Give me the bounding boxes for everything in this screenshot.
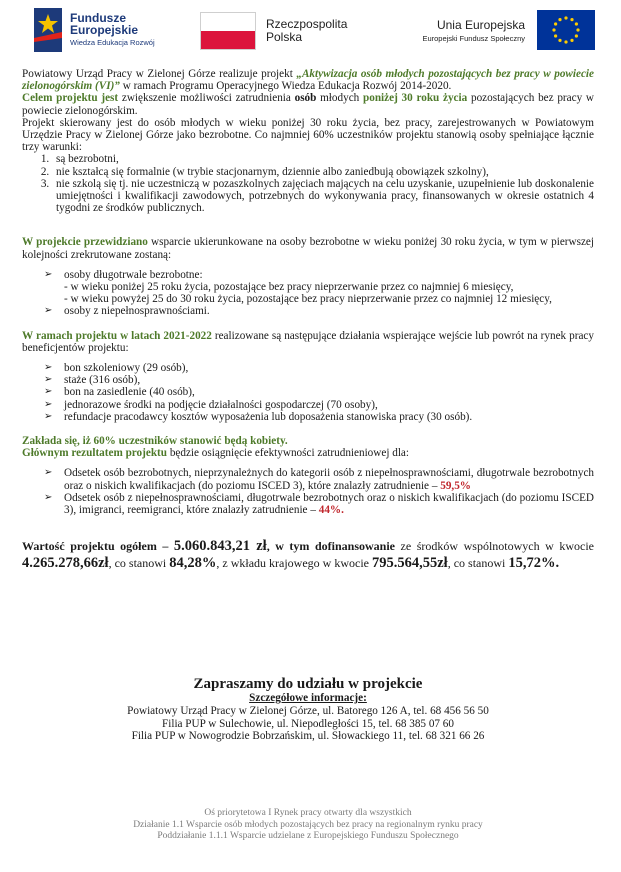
results-paragraph	[22, 447, 594, 459]
conditions-list	[22, 153, 594, 214]
intro-paragraph	[22, 68, 594, 92]
footer-line: Działanie 1.1 Wsparcie osób młodych pozostających bez pracy na regionalnym rynku pracy	[133, 819, 483, 830]
list-item: 1. są bezrobotni,	[52, 153, 594, 165]
actions-lead: W ramach projektu w latach 2021-2022	[22, 329, 212, 342]
goal-lead: Celem projektu jest	[22, 92, 119, 105]
polish-flag-icon	[200, 12, 256, 50]
eu-star-icon	[575, 34, 578, 37]
list-item: 3. nie szkolą się tj. nie uczestniczą w pozaszkolnych zajęciach mających na celu uzyskanie, uzupełnienie lub doskonalenie umiejętności i kwalifikacji zawodowych, potrzebnych do wykonywania pracy, finansowanych w okresie ostatnich 4 tygodni ze środków publicznych.	[52, 178, 594, 215]
result2-text: Odsetek osób z niepełnosprawnościami, długotrwale bezrobotnych oraz o niskich kwalifikacjach (do poziomu ISCED 3), imigranci, reemigranci, które znalazły zatrudnienie –	[64, 491, 594, 517]
eu-star-icon	[564, 40, 567, 43]
result2-value: 44%.	[318, 504, 344, 517]
goal-age: poniżej 30 roku życia	[363, 92, 468, 105]
value-co: , w tym dofinansowanie	[266, 539, 395, 554]
project-value-paragraph	[22, 538, 594, 572]
value-t4: , co stanowi	[447, 556, 509, 571]
details-heading: Szczegółowe informacje:	[249, 692, 367, 704]
contact-line: Filia PUP w Sulechowie, ul. Niepodległości 15, tel. 68 385 07 60	[162, 717, 454, 730]
goal-text-b: młodych	[316, 92, 363, 105]
eu-star-icon	[570, 18, 573, 21]
contact-line: Powiatowy Urząd Pracy w Zielonej Górze, ul. Batorego 126 A, tel. 68 456 56 50	[127, 704, 489, 717]
list-item: ➢ refundacje pracodawcy kosztów wyposażenia lub doposażenia stanowiska pracy (30 osób).	[44, 411, 594, 423]
fundusze-europejskie-logo	[34, 8, 184, 56]
value-t3: , z wkładu krajowego w kwocie	[216, 556, 372, 571]
list-item: 2. nie kształcą się formalnie (w trybie stacjonarnym, dziennie albo zaniedbują obowiązek szkolny),	[52, 166, 594, 178]
fe-name-line2: Europejskie	[70, 23, 139, 37]
list-item	[44, 467, 594, 491]
footer-line: Oś priorytetowa I Rynek pracy otwarty dla wszystkich	[204, 808, 412, 818]
footer-line: Poddziałanie 1.1.1 Wsparcie udzielane z Europejskiego Funduszu Społecznego	[157, 831, 459, 841]
result1-value: 59,5%	[440, 479, 471, 492]
support-lead: W projekcie przewidziano	[22, 236, 148, 249]
eu-star-icon	[575, 22, 578, 25]
eu-star-icon	[554, 22, 557, 25]
fe-subtitle: Wiedza Edukacja Rozwój	[70, 38, 155, 47]
list-item: ➢ jednorazowe środki na podjęcie działalności gospodarczej (70 osoby),	[44, 399, 594, 411]
eu-star-icon	[570, 39, 573, 42]
value-national-amount: 795.564,55zł	[372, 555, 448, 572]
support-item1: ➢ osoby długotrwale bezrobotne:	[64, 268, 203, 281]
target-paragraph: Projekt skierowany jest do osób młodych w wieku poniżej 30 roku życia, bez pracy, zarejestrowanych w Powiatowym Urzędzie Pracy w Zielonej Górze jako bezrobotne. Co najmniej 60% uczestników projektu stanowią osoby spełniające łącznie trzy warunki:	[22, 116, 594, 154]
value-t1: ze środków wspólnotowych w kwocie	[395, 539, 594, 554]
unia-europejska-logo	[402, 10, 595, 54]
list-item: ➢ staże (316 osób),	[44, 374, 594, 386]
eu-star-icon	[558, 39, 561, 42]
invitation-title: Zapraszamy do udziału w projekcie	[193, 676, 423, 692]
goal-text-a: zwiększenie możliwości zatrudnienia	[118, 92, 295, 105]
value-t2: , co stanowi	[108, 556, 170, 571]
value-lead: Wartość projektu ogółem –	[22, 539, 174, 554]
fe-name-line1: Fundusze	[70, 11, 126, 25]
actions-text: realizowane są następujące działania wspierające wejście lub powrót na rynek pracy beneficjentów projektu:	[22, 329, 594, 354]
list-item: ➢ osoby z niepełnosprawnościami.	[44, 305, 594, 317]
goal-paragraph	[22, 92, 594, 116]
eu-star-icon	[576, 28, 579, 31]
logo-bar	[30, 8, 595, 58]
page-footer	[22, 808, 594, 843]
document-body	[22, 68, 594, 572]
result1-text: Odsetek osób bezrobotnych, nieprzynależnych do kategorii osób z niepełnosprawnościami, długotrwale bezrobotnych oraz o niskich kwalifikacjach (do poziomu ISCED 3), które znalazły zatrudnienie –	[64, 467, 594, 492]
list-item	[44, 492, 594, 516]
eu-name: Unia Europejska	[436, 18, 525, 32]
eu-flag-icon	[537, 10, 595, 50]
actions-list	[22, 362, 594, 423]
value-eu-pct: 84,28%	[169, 555, 217, 572]
list-item	[44, 269, 594, 306]
goal-osob: osób	[294, 92, 317, 105]
value-eu-amount: 4.265.278,66zł	[22, 555, 109, 572]
support-text: wsparcie ukierunkowane na osoby bezrobotne w wieku poniżej 30 roku życia, w tym w pierwszej kolejności zrekrutowane zostaną:	[22, 236, 595, 261]
list-item: ➢ bon na zasiedlenie (40 osób),	[44, 386, 594, 398]
results-list	[22, 467, 594, 516]
list-item: ➢ bon szkoleniowy (29 osób),	[44, 362, 594, 374]
pl-line2: Polska	[266, 30, 303, 44]
value-national-pct: 15,72%.	[508, 555, 560, 572]
eu-star-icon	[554, 34, 557, 37]
project-title: „Aktywizacja osób młodych pozostających bez pracy w powiecie zielonogórskim (VI)”	[22, 68, 594, 93]
support-list	[22, 269, 594, 318]
pl-line1: Rzeczpospolita	[266, 17, 348, 31]
eu-star-icon	[552, 28, 555, 31]
intro-text-b: w ramach Programu Operacyjnego Wiedza Edukacja Rozwój 2014-2020.	[119, 80, 452, 93]
goal-text-c: pozostających bez pracy w powiecie zielonogórskim.	[22, 92, 594, 117]
eu-star-icon	[558, 18, 561, 21]
support-item1-sub1: - w wieku poniżej 25 roku życia, pozostające bez pracy nieprzerwanie przez co najmniej 6 miesięcy,	[64, 281, 514, 294]
invitation-block	[22, 676, 594, 743]
results-text: będzie osiągnięcie efektywności zatrudnieniowej dla:	[167, 447, 410, 460]
eu-subtitle: Europejski Fundusz Społeczny	[422, 34, 525, 43]
intro-text-a: Powiatowy Urząd Pracy w Zielonej Górze realizuje projekt	[22, 68, 297, 80]
value-total: 5.060.843,21 zł	[173, 538, 267, 555]
actions-paragraph	[22, 330, 594, 354]
results-lead: Głównym rezultatem projektu	[22, 447, 168, 460]
support-paragraph	[22, 236, 594, 260]
fundusze-europejskie-icon	[34, 8, 62, 52]
rzeczpospolita-polska-logo	[200, 12, 360, 52]
support-item1-sub2: - w wieku powyżej 25 do 30 roku życia, pozostające bez pracy nieprzerwanie przez co najmniej 12 miesięcy,	[64, 293, 552, 306]
contact-line: Filia PUP w Nowogrodzie Bobrzańskim, ul. Słowackiego 11, tel. 68 321 66 26	[131, 730, 485, 743]
eu-star-icon	[564, 16, 567, 19]
women-statement: Zakłada się, iż 60% uczestników stanowić będą kobiety.	[22, 435, 288, 448]
